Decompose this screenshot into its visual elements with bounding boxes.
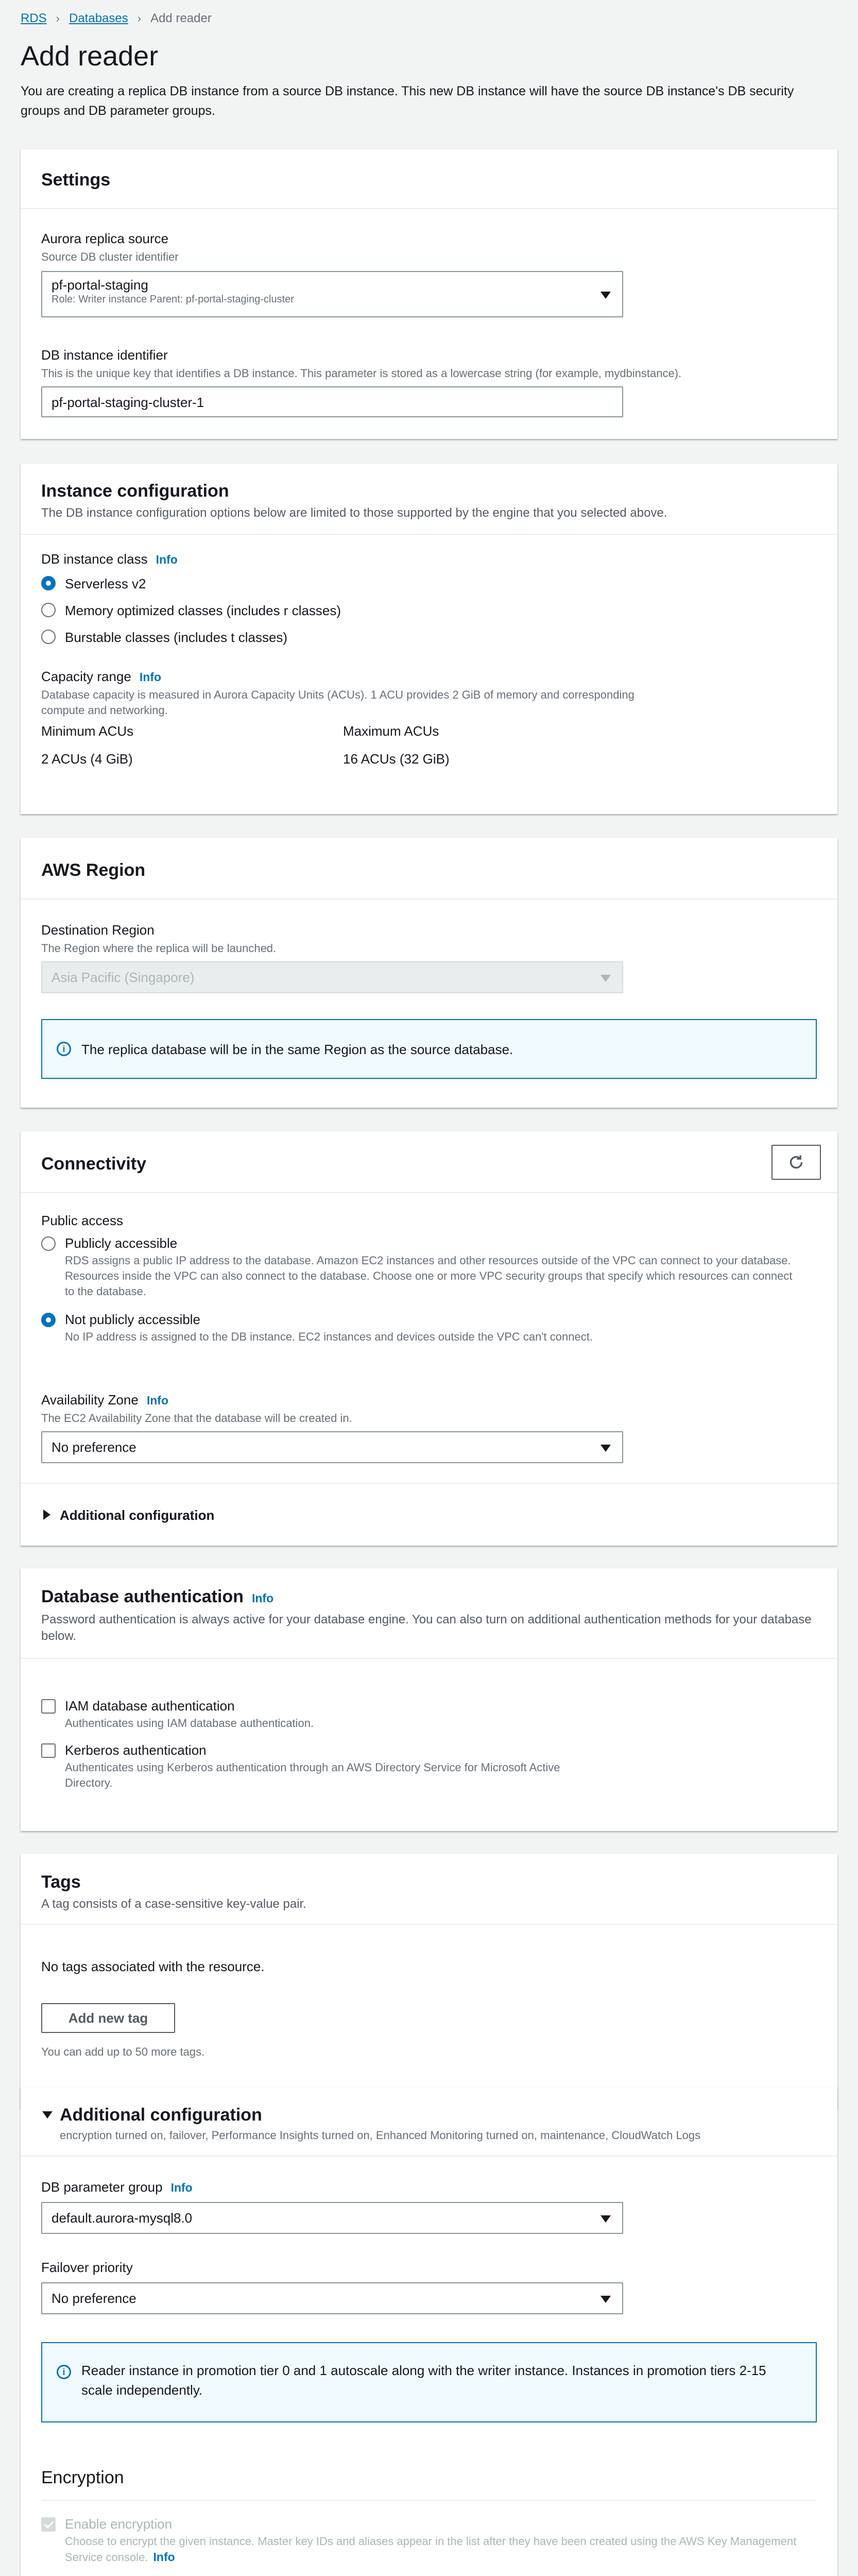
replica-source-desc: Source DB cluster identifier [41,250,179,263]
failover-priority-label: Failover priority [41,2260,133,2275]
connectivity-title: Connectivity [41,1154,147,1174]
serverless-v2-label: Serverless v2 [65,576,146,591]
region-alert-text: The replica database will be in the same Region as the source database. [81,1042,513,1057]
param-group-value: default.aurora-mysql8.0 [52,2210,193,2226]
breadcrumb-databases[interactable]: Databases [69,11,128,25]
param-group-label: DB parameter group Info [41,2179,193,2195]
availability-zone-select[interactable] [41,1431,623,1463]
breadcrumb-rds[interactable]: RDS [21,11,47,25]
publicly-accessible-label: Publicly accessible [65,1235,178,1251]
radio-not-publicly-accessible[interactable] [41,1313,56,1327]
iam-auth-desc: Authenticates using IAM database authentication. [65,1717,314,1730]
settings-panel [21,149,837,439]
capacity-range-desc: Database capacity is measured in Aurora Capacity Units (ACUs). 1 ACU provides 2 GiB of memory and corresponding compute and networking. [41,688,634,717]
iam-auth-label: IAM database authentication [65,1698,235,1714]
instance-identifier-input[interactable] [41,386,623,417]
availability-zone-desc: The EC2 Availability Zone that the database will be created in. [41,1412,352,1425]
not-publicly-accessible-label: Not publicly accessible [65,1312,201,1327]
instance-config-title: Instance configuration [41,481,229,501]
iam-auth-checkbox[interactable] [41,1699,56,1714]
info-link[interactable]: Info [156,553,178,566]
additional-config-desc: encryption turned on, failover, Performance Insights turned on, Enhanced Monitoring turned on, maintenance, CloudWatch Logs [60,2129,701,2142]
destination-region-value: Asia Pacific (Singapore) [52,970,195,985]
chevron-right-icon: › [137,12,142,25]
chevron-right-icon: › [56,12,60,25]
info-icon: i [57,1042,71,1056]
add-new-tag-button[interactable]: Add new tag [41,2003,175,2033]
radio-publicly-accessible[interactable] [41,1236,56,1251]
caret-right-icon [43,1510,50,1520]
tags-panel [21,1854,837,2108]
caret-down-icon [600,2296,611,2303]
caret-down-icon[interactable] [42,2111,53,2119]
caret-down-icon [600,1445,611,1452]
info-link[interactable]: Info [139,670,162,684]
memory-optimized-label: Memory optimized classes (includes r classes) [65,603,341,618]
aws-region-title: AWS Region [41,860,146,880]
instance-config-panel [21,464,837,814]
availability-zone-value: No preference [52,1439,136,1455]
availability-zone-label: Availability Zone Info [41,1392,168,1408]
tags-limit-text: You can add up to 50 more tags. [41,2045,205,2058]
region-info-alert [41,1019,817,1079]
caret-down-icon [600,975,611,982]
min-acus-label: Minimum ACUs [41,723,134,739]
max-acus-label: Maximum ACUs [343,723,439,739]
failover-info-alert [41,2342,817,2422]
replica-source-label: Aurora replica source [41,231,169,246]
instance-identifier-value: pf-portal-staging-cluster-1 [52,395,204,410]
enable-encryption-desc: Choose to encrypt the given instance. Master key IDs and aliases appear in the list after they have been created using the AWS Key Management Service console. Info [65,2535,797,2564]
info-link[interactable]: Info [153,2550,175,2564]
radio-memory-optimized[interactable] [41,603,56,617]
radio-burstable[interactable] [41,630,56,644]
encryption-title: Encryption [41,2468,124,2487]
destination-region-select[interactable] [41,961,623,993]
capacity-range-label: Capacity range Info [41,669,162,684]
settings-title: Settings [41,170,111,190]
destination-region-desc: The Region where the replica will be launched. [41,942,277,955]
radio-serverless-v2[interactable] [41,576,56,590]
kerberos-auth-checkbox[interactable] [41,1743,56,1758]
info-link[interactable]: Info [251,1591,274,1605]
max-acus-value[interactable]: 16 ACUs (32 GiB) [343,751,450,767]
page-title: Add reader [21,41,159,72]
db-auth-title: Database authentication Info [41,1587,274,1606]
breadcrumb-current: Add reader [150,11,212,25]
additional-config-title[interactable]: Additional configuration [60,2105,262,2125]
enable-encryption-checkbox[interactable] [41,2517,56,2532]
caret-down-icon [600,2215,611,2223]
tags-desc: A tag consists of a case-sensitive key-value pair. [41,1897,306,1911]
failover-priority-select[interactable] [41,2282,623,2314]
additional-config-panel [21,2088,837,2576]
aws-region-panel [21,838,837,1108]
connectivity-panel [21,1131,837,1546]
enable-encryption-label: Enable encryption [65,2516,173,2532]
info-link[interactable]: Info [146,1394,168,1407]
kerberos-auth-desc: Authenticates using Kerberos authentication through an AWS Directory Service for Microsoft Active Directory. [65,1761,560,1789]
replica-source-select[interactable] [41,271,623,317]
publicly-accessible-desc: RDS assigns a public IP address to the database. Amazon EC2 instances and other resources outside of the VPC can connect to your database. Resources inside the VPC can also connect to the database. Choose one or more VPC security groups that specify which resources can connect to the database. [65,1254,793,1298]
public-access-label: Public access [41,1213,123,1228]
caret-down-icon [600,292,611,299]
failover-priority-value: No preference [52,2291,136,2306]
burstable-label: Burstable classes (includes t classes) [65,630,288,645]
refresh-button[interactable] [771,1145,821,1180]
param-group-select[interactable] [41,2202,623,2234]
instance-class-label: DB instance class Info [41,551,178,567]
instance-config-desc: The DB instance configuration options below are limited to those supported by the engine that you selected above. [41,506,667,520]
db-auth-desc: Password authentication is always active for your database engine. You can also turn on additional authentication methods for your database below. [41,1613,812,1643]
instance-identifier-label: DB instance identifier [41,347,168,363]
refresh-icon [787,1153,805,1172]
replica-source-sub: Role: Writer instance Parent: pf-portal-staging-cluster [52,294,294,305]
info-icon: i [57,2365,71,2379]
db-auth-panel [21,1568,837,1831]
failover-alert-text: Reader instance in promotion tier 0 and 1 autoscale along with the writer instance. Instances in promotion tiers 2-15 scale independently. [81,2363,766,2398]
tags-empty-text: No tags associated with the resource. [41,1959,265,1974]
page-description: You are creating a replica DB instance from a source DB instance. This new DB instance will have the source DB instance's DB security groups and DB parameter groups. [21,84,794,118]
kerberos-auth-label: Kerberos authentication [65,1742,207,1758]
destination-region-label: Destination Region [41,922,155,938]
instance-identifier-desc: This is the unique key that identifies a DB instance. This parameter is stored as a lowercase string (for example, mydbinstance). [41,367,682,380]
tags-title: Tags [41,1872,81,1892]
min-acus-value[interactable]: 2 ACUs (4 GiB) [41,751,133,767]
replica-source-value: pf-portal-staging [52,277,148,293]
info-link[interactable]: Info [170,2181,193,2194]
connectivity-additional-toggle[interactable]: Additional configuration [60,1507,215,1523]
not-publicly-accessible-desc: No IP address is assigned to the DB instance. EC2 instances and devices outside the VPC can't connect. [65,1330,593,1343]
breadcrumb [21,11,212,26]
